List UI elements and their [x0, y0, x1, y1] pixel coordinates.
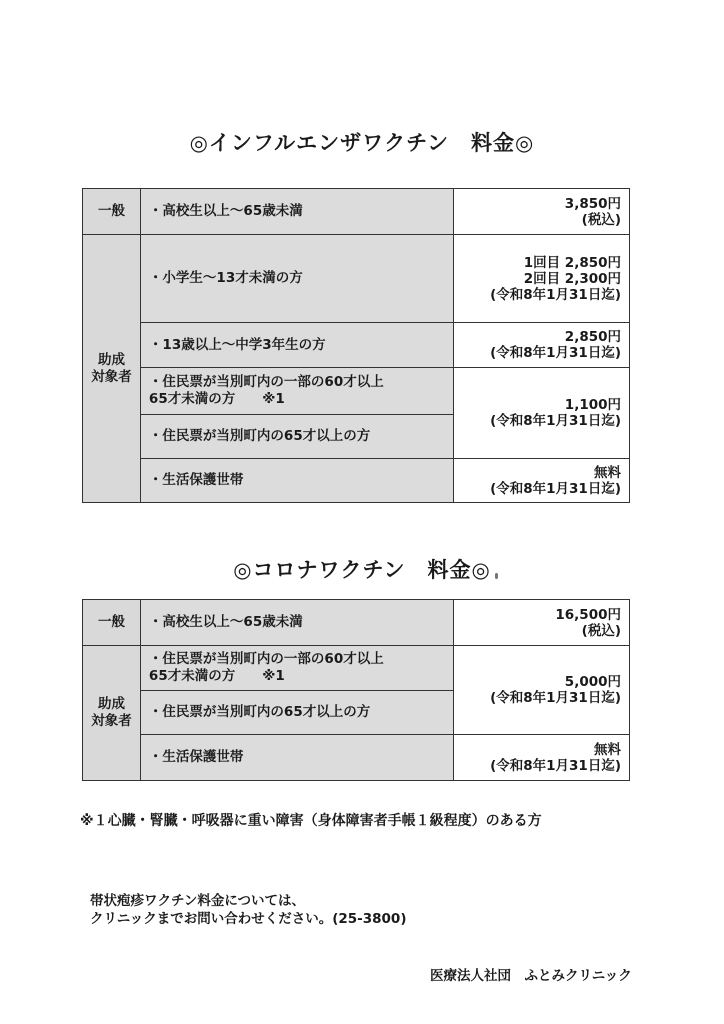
table-row	[83, 735, 630, 781]
corona-title: ◎コロナワクチン 料金◎	[233, 558, 491, 582]
corona-resident-price-cell	[454, 646, 630, 735]
table-row	[83, 459, 630, 503]
subsidy-label	[83, 235, 141, 503]
teen-price: 2,850円	[564, 329, 621, 345]
general-price: 3,850円	[564, 195, 621, 212]
table-row	[83, 235, 630, 323]
table-row	[83, 368, 630, 415]
teen-price-cell	[454, 323, 630, 368]
table-row	[83, 600, 630, 646]
corona-resident-price: 5,000円	[564, 674, 621, 690]
corona-resident60-desc: ・住民票が当別町内の一部の60才以上 65才未満の方 ※1	[140, 646, 453, 691]
resident60-desc: ・住民票が当別町内の一部の60才以上 65才未満の方 ※1	[140, 368, 453, 415]
general-label: 一般	[83, 189, 141, 235]
corona-price-table	[82, 599, 630, 781]
corona-welfare-period: (令和8年1月31日迄)	[490, 757, 621, 774]
child-period: (令和8年1月31日迄)	[490, 286, 621, 303]
corona-general-price-cell	[454, 600, 630, 646]
general-tax: (税込)	[581, 211, 621, 228]
shingles-note-line2: クリニックまでお問い合わせください。(25-3800)	[90, 911, 407, 927]
resident-period: (令和8年1月31日迄)	[490, 413, 621, 429]
corona-general-price: 16,500円	[555, 606, 621, 623]
corona-subsidy-label-text: 助成 対象者	[91, 696, 132, 729]
table-row	[83, 189, 630, 235]
corona-general-tax: (税込)	[581, 622, 621, 639]
welfare-period: (令和8年1月31日迄)	[490, 480, 621, 497]
general-desc: ・高校生以上～65歳未満	[140, 189, 453, 235]
influenza-title: ◎インフルエンザワクチン 料金◎	[189, 131, 535, 155]
teen-desc: ・13歳以上～中学3年生の方	[140, 323, 453, 368]
corona-resident65-desc: ・住民票が当別町内の65才以上の方	[140, 691, 453, 735]
shingles-note-line1: 帯状疱疹ワクチン料金については、	[90, 893, 306, 909]
child-price-2: 2回目 2,300円	[523, 270, 621, 287]
shingles-note	[90, 892, 407, 928]
child-price-1: 1回目 2,850円	[523, 254, 621, 271]
footnote: ※１心臓・腎臓・呼吸器に重い障害（身体障害者手帳１級程度）のある方	[80, 813, 542, 829]
corona-subsidy-label	[83, 646, 141, 781]
corona-resident-period: (令和8年1月31日迄)	[490, 690, 621, 706]
resident-price-cell	[454, 368, 630, 459]
subsidy-label-text: 助成 対象者	[91, 351, 132, 385]
influenza-price-table	[82, 188, 630, 503]
corona-general-label: 一般	[83, 600, 141, 646]
child-desc: ・小学生～13才未満の方	[140, 235, 453, 323]
corona-general-desc: ・高校生以上～65歳未満	[140, 600, 453, 646]
clinic-name: 医療法人社団 ふとみクリニック	[430, 968, 632, 984]
corona-welfare-desc: ・生活保護世帯	[140, 735, 453, 781]
table-row	[83, 323, 630, 368]
teen-period: (令和8年1月31日迄)	[490, 345, 621, 361]
table-row	[83, 646, 630, 691]
welfare-price: 無料	[594, 464, 621, 481]
corona-welfare-price-cell	[454, 735, 630, 781]
resident65-desc: ・住民票が当別町内の65才以上の方	[140, 415, 453, 459]
child-price-cell	[454, 235, 630, 323]
general-price-cell	[454, 189, 630, 235]
scan-speck	[495, 573, 498, 579]
welfare-price-cell	[454, 459, 630, 503]
resident-price: 1,100円	[564, 397, 621, 413]
corona-welfare-price: 無料	[594, 741, 621, 758]
welfare-desc: ・生活保護世帯	[140, 459, 453, 503]
